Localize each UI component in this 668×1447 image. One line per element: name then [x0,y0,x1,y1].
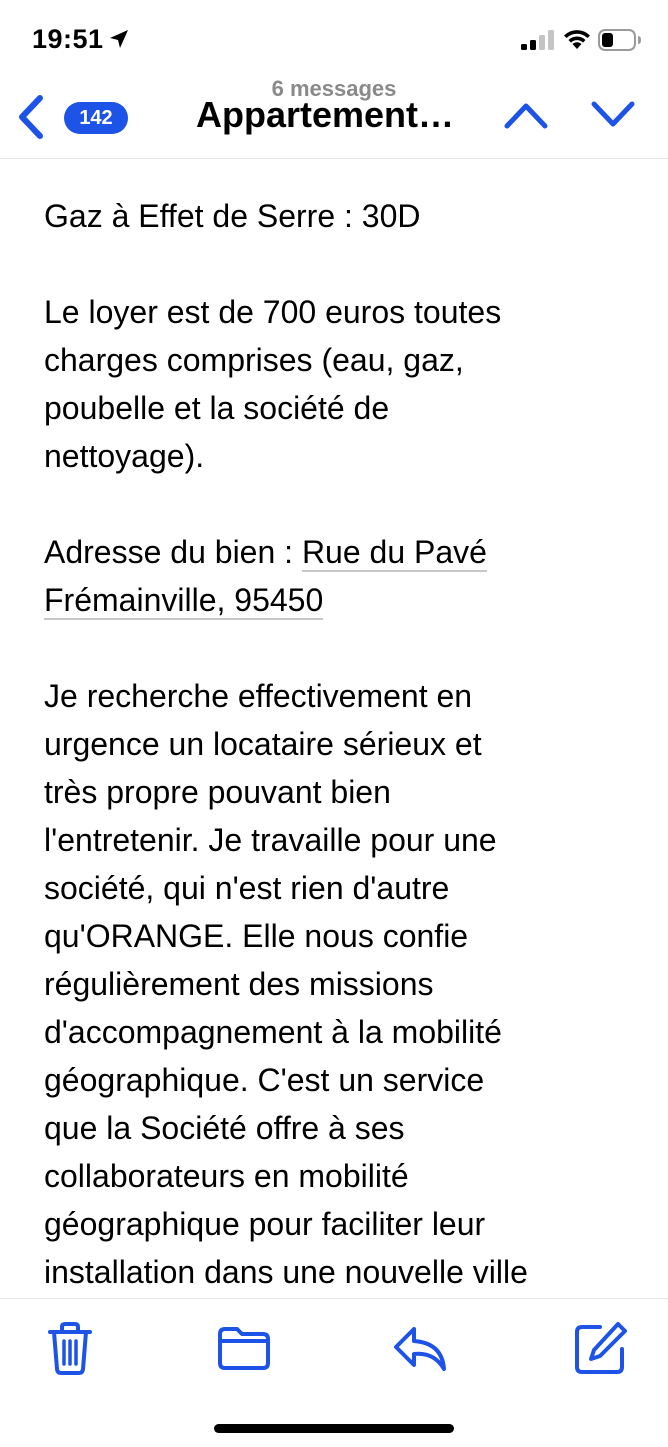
nav-bar [0,72,668,159]
unread-count-badge: 142 [64,102,128,134]
thread-title: Appartement… [196,94,455,135]
text-line: très propre pouvant bien [44,774,391,810]
signal-icon [521,30,555,55]
battery-icon [598,29,642,56]
address-paragraph [44,528,644,624]
next-message-button[interactable] [590,100,636,135]
chevron-left-icon [14,94,48,145]
text-line: l'entretenir. Je travaille pour une [44,822,497,858]
text-line: géographique. C'est un service [44,1062,485,1098]
trash-button[interactable] [40,1319,100,1379]
wifi-icon [562,27,592,56]
email-body [44,192,644,1296]
text-line: nettoyage). [44,438,205,474]
chevron-up-icon [503,100,549,130]
status-time: 19:51 [32,24,104,54]
compose-icon [570,1319,630,1379]
folder-icon [214,1319,274,1379]
text-line: poubelle et la société de [44,390,390,426]
move-to-folder-button[interactable] [214,1319,274,1379]
text-line: société, qui n'est rien d'autre [44,870,450,906]
trash-icon [40,1319,100,1379]
location-arrow-icon [108,28,130,55]
text-line: urgence un locataire sérieux et [44,726,482,762]
text-line: régulièrement des missions [44,966,434,1002]
reply-button[interactable] [390,1319,450,1379]
message-count: 6 messages [271,76,397,101]
rent-paragraph [44,288,644,480]
text-line: Le loyer est de 700 euros toutes [44,294,502,330]
back-button[interactable] [14,92,134,142]
ges-line: Gaz à Effet de Serre : 30D [44,198,421,234]
status-bar [0,0,668,80]
text-line: qu'ORANGE. Elle nous confie [44,918,469,954]
address-label: Adresse du bien : [44,534,302,570]
text-line: collaborateurs en mobilité [44,1158,409,1194]
text-line: que la Société offre à ses [44,1110,405,1146]
address-link[interactable]: Rue du Pavé [301,534,487,570]
home-indicator[interactable] [214,1424,454,1433]
text-line: Je recherche effectivement en [44,678,473,714]
text-line: installation dans une nouvelle ville [44,1254,528,1290]
text-line: charges comprises (eau, gaz, [44,342,464,378]
compose-button[interactable] [570,1319,630,1379]
chevron-down-icon [590,100,636,130]
body-paragraph [44,672,644,1296]
reply-icon [390,1319,450,1379]
text-line: géographique pour faciliter leur [44,1206,486,1242]
address-link[interactable]: Frémainville, 95450 [44,582,324,618]
text-line: d'accompagnement à la mobilité [44,1014,502,1050]
previous-message-button[interactable] [503,100,549,135]
